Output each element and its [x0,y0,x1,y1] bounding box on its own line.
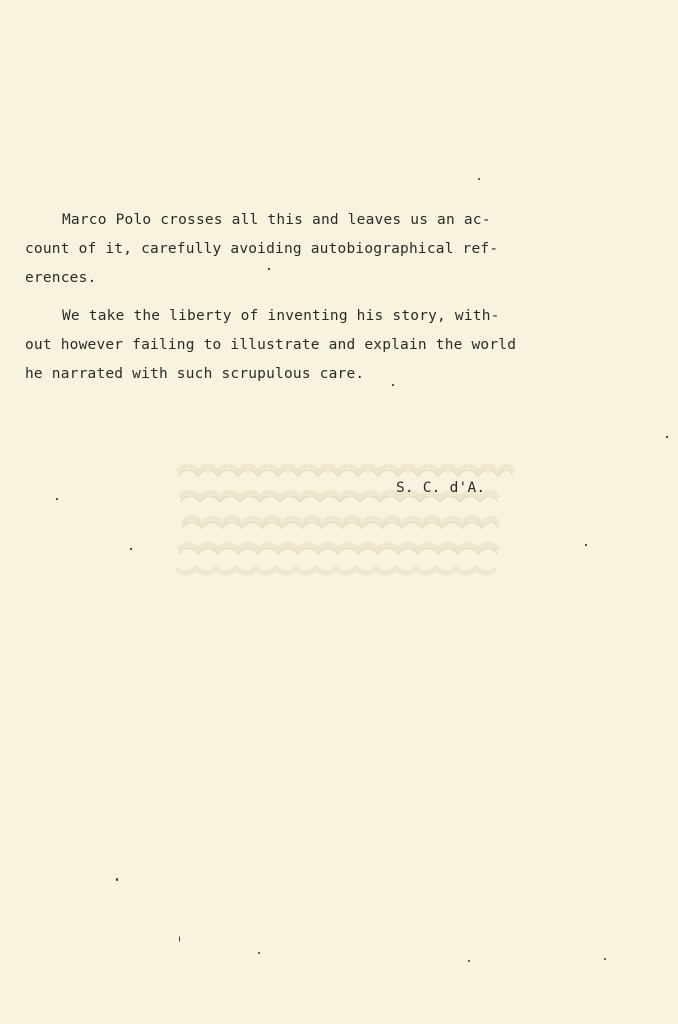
paper-speck [468,960,470,962]
paragraph-1-line-3: erences. [25,270,97,286]
paper-speck [392,384,394,386]
paper-speck [478,178,480,180]
paragraph-1-line-1: Marco Polo crosses all this and leaves us an ac- [62,212,491,228]
paragraph-2-line-1: We take the liberty of inventing his story, with- [62,308,500,324]
embossed-watermark [168,452,518,580]
paper-speck [268,268,270,270]
paper-speck [585,544,587,546]
paper-speck [258,952,260,954]
paper-speck [130,548,132,550]
paragraph-2-line-3: he narrated with such scrupulous care. [25,366,365,382]
signature-initials: S. C. d'A. [396,480,486,496]
paper-speck [179,936,180,942]
paper-speck [116,878,118,881]
paper-speck [56,498,58,500]
paper-speck [666,436,668,438]
paragraph-1-line-2: count of it, carefully avoiding autobiographical ref- [25,241,499,257]
paper-speck [604,958,606,960]
paragraph-2-line-2: out however failing to illustrate and explain the world [25,337,517,353]
